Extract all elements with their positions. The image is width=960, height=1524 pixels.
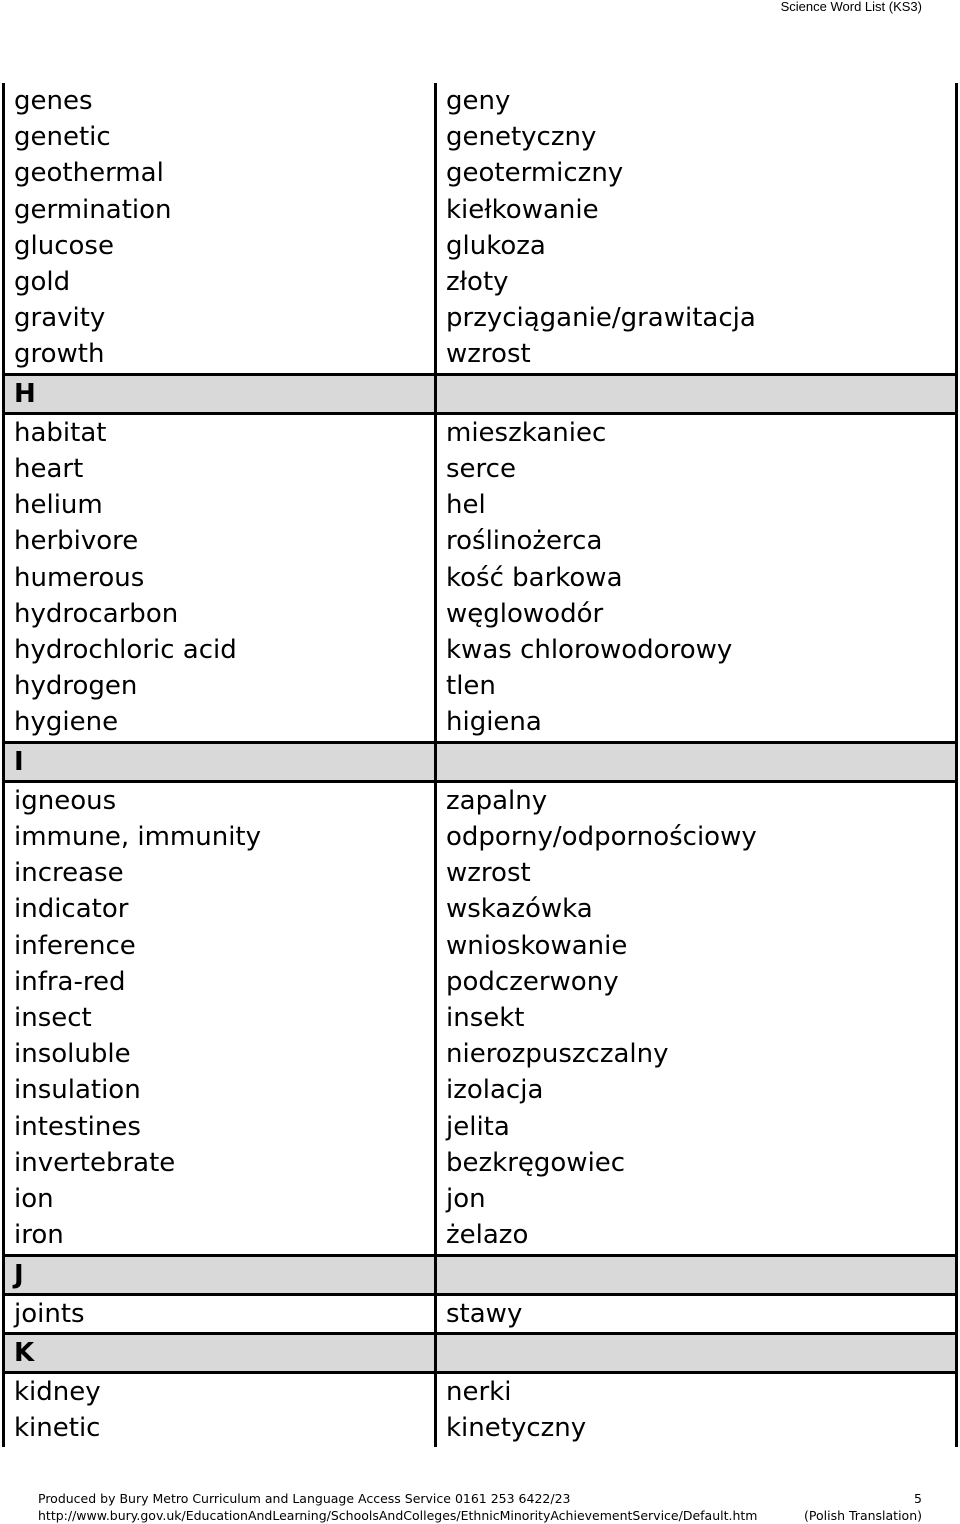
polish-translation: glukoza [436, 228, 957, 264]
english-term: joints [4, 1294, 436, 1333]
word-row [4, 1145, 957, 1181]
section-letter-blank [436, 742, 957, 781]
english-term: helium [4, 487, 436, 523]
english-term: invertebrate [4, 1145, 436, 1181]
polish-translation: odporny/odpornościowy [436, 819, 957, 855]
polish-translation: węglowodór [436, 596, 957, 632]
word-row [4, 1217, 957, 1255]
polish-translation: genetyczny [436, 119, 957, 155]
word-row [4, 336, 957, 374]
polish-translation: podczerwony [436, 964, 957, 1000]
polish-translation: kiełkowanie [436, 192, 957, 228]
word-row [4, 119, 957, 155]
word-row [4, 487, 957, 523]
polish-translation: roślinożerca [436, 523, 957, 559]
polish-translation: kwas chlorowodorowy [436, 632, 957, 668]
word-row [4, 264, 957, 300]
polish-translation: złoty [436, 264, 957, 300]
polish-translation: serce [436, 451, 957, 487]
english-term: gravity [4, 300, 436, 336]
polish-translation: kinetyczny [436, 1410, 957, 1446]
english-term: kinetic [4, 1410, 436, 1446]
english-term: indicator [4, 891, 436, 927]
section-letter-blank [436, 1255, 957, 1294]
english-term: kidney [4, 1373, 436, 1411]
word-row [4, 1109, 957, 1145]
english-term: igneous [4, 781, 436, 819]
english-term: humerous [4, 560, 436, 596]
english-term: hydrochloric acid [4, 632, 436, 668]
word-row [4, 1181, 957, 1217]
section-letter: I [4, 742, 436, 781]
english-term: hygiene [4, 704, 436, 742]
polish-translation: nerki [436, 1373, 957, 1411]
english-term: insoluble [4, 1036, 436, 1072]
polish-translation: stawy [436, 1294, 957, 1333]
word-row [4, 413, 957, 451]
word-row [4, 1000, 957, 1036]
word-row [4, 1373, 957, 1411]
english-term: hydrogen [4, 668, 436, 704]
word-row [4, 1072, 957, 1108]
letter-header-row [4, 742, 957, 781]
english-term: intestines [4, 1109, 436, 1145]
english-term: ion [4, 1181, 436, 1217]
word-row [4, 632, 957, 668]
word-row [4, 704, 957, 742]
polish-translation: tlen [436, 668, 957, 704]
word-row [4, 928, 957, 964]
word-row [4, 155, 957, 191]
polish-translation: wzrost [436, 855, 957, 891]
letter-header-row [4, 1333, 957, 1372]
section-letter-blank [436, 374, 957, 413]
english-term: genes [4, 83, 436, 119]
footer-translation: (Polish Translation) [804, 1508, 922, 1523]
section-letter-blank [436, 1333, 957, 1372]
english-term: gold [4, 264, 436, 300]
polish-translation: wzrost [436, 336, 957, 374]
english-term: glucose [4, 228, 436, 264]
polish-translation: mieszkaniec [436, 413, 957, 451]
polish-translation: jelita [436, 1109, 957, 1145]
polish-translation: zapalny [436, 781, 957, 819]
polish-translation: jon [436, 1181, 957, 1217]
word-row [4, 83, 957, 119]
word-row [4, 228, 957, 264]
polish-translation: geotermiczny [436, 155, 957, 191]
english-term: herbivore [4, 523, 436, 559]
polish-translation: przyciąganie/grawitacja [436, 300, 957, 336]
section-letter: H [4, 374, 436, 413]
section-letter: K [4, 1333, 436, 1372]
english-term: insulation [4, 1072, 436, 1108]
polish-translation: wskazówka [436, 891, 957, 927]
word-row [4, 1294, 957, 1333]
word-row [4, 560, 957, 596]
footer-url[interactable]: http://www.bury.gov.uk/EducationAndLearning/SchoolsAndColleges/EthnicMinorityAchievementService/Default.htm [38, 1508, 758, 1523]
footer-line-2 [38, 1507, 922, 1524]
word-list-table [2, 83, 958, 1447]
word-row [4, 523, 957, 559]
polish-translation: higiena [436, 704, 957, 742]
polish-translation: kość barkowa [436, 560, 957, 596]
word-row [4, 451, 957, 487]
english-term: infra-red [4, 964, 436, 1000]
polish-translation: bezkręgowiec [436, 1145, 957, 1181]
word-row [4, 855, 957, 891]
page-footer [38, 1490, 922, 1524]
english-term: genetic [4, 119, 436, 155]
english-term: inference [4, 928, 436, 964]
running-header: Science Word List (KS3) [780, 0, 922, 14]
polish-translation: żelazo [436, 1217, 957, 1255]
word-row [4, 1036, 957, 1072]
english-term: germination [4, 192, 436, 228]
word-row [4, 596, 957, 632]
section-letter: J [4, 1255, 436, 1294]
english-term: growth [4, 336, 436, 374]
word-row [4, 781, 957, 819]
word-row [4, 819, 957, 855]
page-number: 5 [914, 1491, 922, 1506]
word-row [4, 192, 957, 228]
english-term: insect [4, 1000, 436, 1036]
footer-produced-by: Produced by Bury Metro Curriculum and Language Access Service 0161 253 6422/23 [38, 1491, 571, 1506]
letter-header-row [4, 374, 957, 413]
word-row [4, 668, 957, 704]
word-row [4, 300, 957, 336]
word-row [4, 1410, 957, 1446]
english-term: iron [4, 1217, 436, 1255]
english-term: heart [4, 451, 436, 487]
polish-translation: nierozpuszczalny [436, 1036, 957, 1072]
english-term: geothermal [4, 155, 436, 191]
english-term: immune, immunity [4, 819, 436, 855]
polish-translation: insekt [436, 1000, 957, 1036]
polish-translation: geny [436, 83, 957, 119]
footer-line-1 [38, 1490, 922, 1507]
polish-translation: hel [436, 487, 957, 523]
word-row [4, 891, 957, 927]
polish-translation: izolacja [436, 1072, 957, 1108]
english-term: hydrocarbon [4, 596, 436, 632]
letter-header-row [4, 1255, 957, 1294]
word-list-body [4, 83, 957, 1447]
word-row [4, 964, 957, 1000]
english-term: habitat [4, 413, 436, 451]
english-term: increase [4, 855, 436, 891]
polish-translation: wnioskowanie [436, 928, 957, 964]
